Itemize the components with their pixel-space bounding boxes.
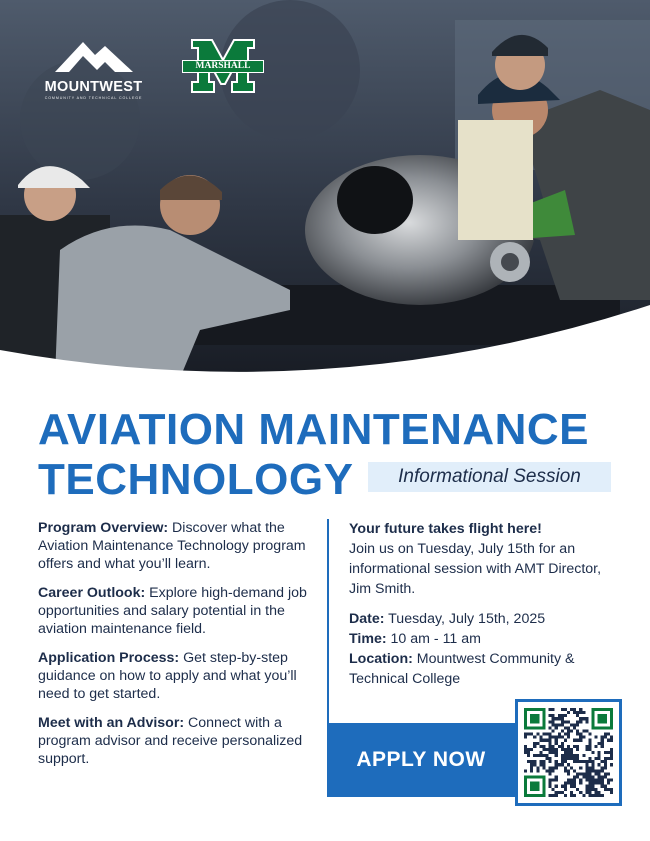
session-badge: Informational Session (368, 462, 611, 492)
section-heading: Meet with an Advisor: (38, 715, 185, 731)
section-text: Discover what the Aviation Maintenance Technology program offers and what you’ll learn. (38, 520, 306, 572)
mountwest-name: MOUNTWEST (44, 79, 143, 95)
section-meet-advisor (38, 714, 313, 768)
section-text: Connect with a program advisor and receive personalized support. (38, 715, 303, 767)
time-value: 10 am - 11 am (386, 631, 481, 647)
event-date (349, 609, 619, 629)
event-time (349, 629, 619, 649)
location-value: Mountwest Community & Technical College (349, 651, 575, 687)
date-value: Tuesday, July 15th, 2025 (384, 611, 546, 627)
location-label: Location: (349, 651, 413, 667)
section-text: Explore high-demand job opportunities and salary potential in the aviation maintenance field. (38, 585, 307, 637)
marshall-logo (182, 38, 264, 94)
section-heading: Career Outlook: (38, 585, 146, 601)
event-intro: Join us on Tuesday, July 15th for an informational session with AMT Director, Jim Smith. (349, 541, 602, 597)
qr-code-icon (524, 708, 613, 797)
time-label: Time: (349, 631, 387, 647)
date-label: Date: (349, 611, 385, 627)
section-program-overview (38, 519, 313, 573)
event-location (349, 649, 619, 689)
mountwest-mountain-icon (55, 38, 133, 72)
event-tagline: Your future takes flight here! (349, 521, 542, 537)
event-details (349, 519, 619, 689)
section-career-outlook (38, 584, 313, 638)
mountwest-subtitle: COMMUNITY AND TECHNICAL COLLEGE (44, 96, 143, 100)
program-details (38, 519, 313, 779)
mountwest-logo (36, 38, 151, 100)
apply-now-button[interactable]: APPLY NOW (327, 723, 515, 797)
title-line-1: AVIATION MAINTENANCE (38, 405, 590, 454)
qr-code[interactable] (515, 699, 622, 806)
section-heading: Application Process: (38, 650, 180, 666)
marshall-wordmark: MARSHALL (182, 60, 264, 73)
section-heading: Program Overview: (38, 520, 169, 536)
section-text: Get step-by-step guidance on how to apply and what you’ll need to get started. (38, 650, 297, 702)
title-line-2: TECHNOLOGY (38, 455, 354, 504)
section-application-process (38, 649, 313, 703)
hero-photo (0, 0, 650, 378)
